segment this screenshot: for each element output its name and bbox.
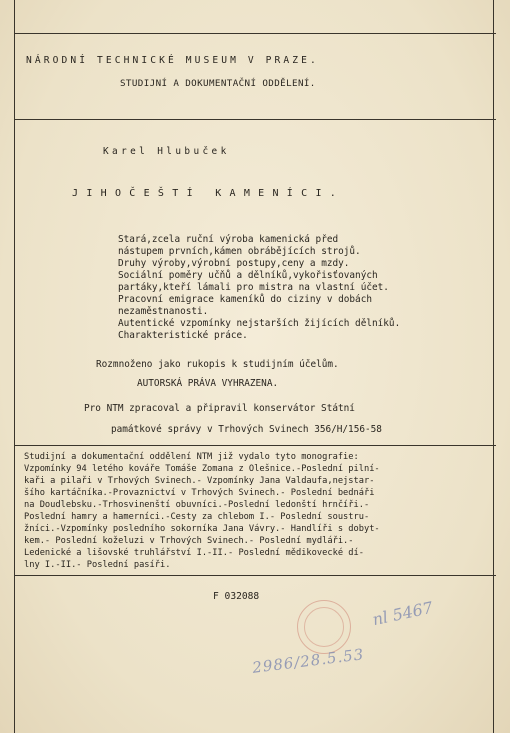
publications-line-7: žníci.-Vzpomínky posledního sokorníka Jana Vávry.- Handlíři s dobyt- bbox=[24, 524, 380, 534]
publications-line-2: Vzpomínky 94 letého kováře Tomáše Zomana z Olešnice.-Poslední pilní- bbox=[24, 464, 380, 474]
library-stamp bbox=[297, 600, 351, 654]
document-title: JIHOČEŠTÍ KAMENÍCI. bbox=[72, 188, 345, 199]
notes-top-rule bbox=[14, 445, 496, 446]
header-top-rule bbox=[14, 33, 496, 34]
content-line-8: Autentické vzpomínky nejstarších žijících dělníků. bbox=[118, 318, 401, 329]
content-line-9: Charakteristické práce. bbox=[118, 330, 248, 341]
reproduction-note: Rozmnoženo jako rukopis k studijním účelům. bbox=[96, 359, 339, 370]
copyright-note: AUTORSKÁ PRÁVA VYHRAZENA. bbox=[137, 378, 279, 389]
content-line-7: nezaměstnanosti. bbox=[118, 306, 209, 317]
publications-line-4: šího kartáčníka.-Provaznictví v Trhových Svinech.- Poslední bednáři bbox=[24, 488, 375, 498]
publications-line-8: kem.- Poslední koželuzi v Trhových Svinech.- Poslední mydláři.- bbox=[24, 536, 354, 546]
prepared-by-line-2: památkové správy v Trhových Svinech 356/H/156-58 bbox=[111, 424, 382, 435]
pencil-accession-number: 2986/28.5.53 bbox=[251, 645, 366, 677]
content-line-5: partáky,kteří lámali pro mistra na vlastní účet. bbox=[118, 282, 389, 293]
content-line-1: Stará,zcela ruční výroba kamenická před bbox=[118, 234, 339, 245]
content-line-6: Pracovní emigrace kameníků do ciziny v dobách bbox=[118, 294, 372, 305]
author-name: Karel Hlubuček bbox=[103, 146, 230, 157]
publications-line-6: Poslední hamry a hamerníci.-Cesty za chlebom I.- Poslední soustru- bbox=[24, 512, 370, 522]
inventory-number: F 032088 bbox=[213, 591, 260, 602]
content-line-2: nástupem prvních,kámen obrábějících strojů. bbox=[118, 246, 361, 257]
publications-line-1: Studijní a dokumentační oddělení NTM již vydalo tyto monografie: bbox=[24, 452, 359, 462]
prepared-by-line-1: Pro NTM zpracoval a připravil konservátor Státní bbox=[84, 403, 355, 414]
content-line-3: Druhy výroby,výrobní postupy,ceny a mzdy. bbox=[118, 258, 350, 269]
publications-line-9: Ledenické a lišovské truhlářství I.-II.- Poslední mědikovecké dí- bbox=[24, 548, 364, 558]
left-margin-line bbox=[14, 0, 15, 733]
notes-bottom-rule bbox=[14, 575, 496, 576]
institution-name: NÁRODNÍ TECHNICKÉ MUSEUM V PRAZE. bbox=[26, 55, 319, 66]
content-line-4: Sociální poměry učňů a dělníků,vykořisťovaných bbox=[118, 270, 378, 281]
department-name: STUDIJNÍ A DOKUMENTAČNÍ ODDĚLENÍ. bbox=[120, 78, 316, 89]
publications-line-5: na Doudlebsku.-Trhosvinenští obuvníci.-Poslední ledonští hrnčíři.- bbox=[24, 500, 370, 510]
publications-line-10: lny I.-II.- Poslední pasíři. bbox=[24, 560, 171, 570]
header-bottom-rule bbox=[14, 119, 496, 120]
right-margin-line bbox=[493, 0, 494, 733]
pencil-shelf-mark: nl 5467 bbox=[370, 597, 435, 630]
publications-line-3: kaři a pilaři v Trhových Svinech.- Vzpomínky Jana Valdaufa,nejstar- bbox=[24, 476, 375, 486]
